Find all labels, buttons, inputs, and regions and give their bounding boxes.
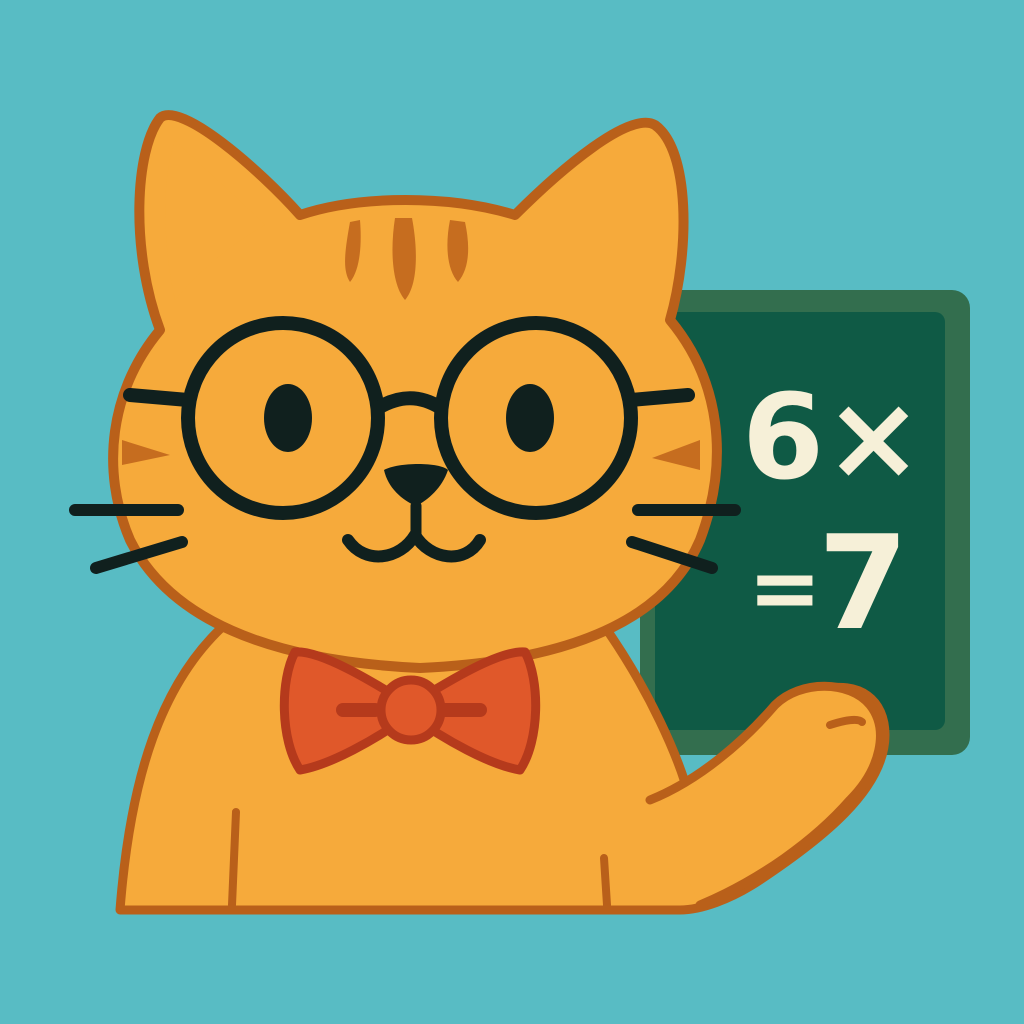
chalkboard-equals: = — [748, 536, 822, 639]
chalkboard-line-2: 7 — [818, 507, 909, 659]
cat-leg-right-line — [604, 858, 607, 905]
bowtie-knot — [381, 680, 441, 740]
eye-left — [264, 384, 312, 452]
glasses-arm-left — [130, 395, 188, 400]
glasses-arm-right — [631, 395, 688, 400]
cat-leg-left-line — [232, 812, 236, 905]
chalkboard-line-1: 6× — [742, 368, 923, 506]
eye-right — [506, 384, 554, 452]
